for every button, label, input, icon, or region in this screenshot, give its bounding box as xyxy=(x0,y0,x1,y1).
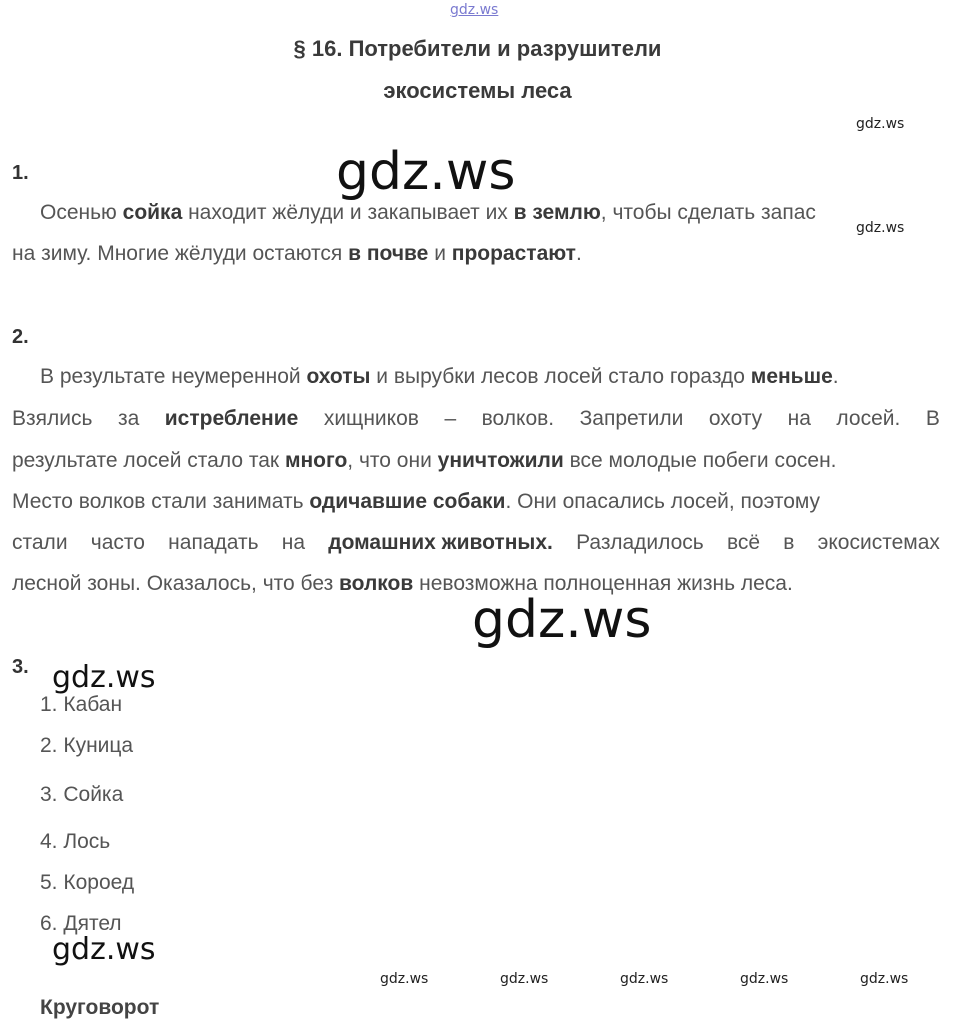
text: , чтобы сделать запас xyxy=(600,201,816,224)
word: хищников xyxy=(323,407,419,430)
text: результате лосей стало так xyxy=(12,449,285,472)
keyword: меньше xyxy=(750,365,833,388)
watermark-bottom: gdz.ws xyxy=(860,971,909,987)
task-1-line-2 xyxy=(12,233,582,275)
keyword: много xyxy=(284,449,348,472)
text: все молодые побеги сосен. xyxy=(563,449,837,472)
watermark-bottom: gdz.ws xyxy=(620,971,669,987)
keyword: в почве xyxy=(348,242,429,265)
word: Взялись xyxy=(12,407,93,430)
text: и xyxy=(428,242,452,265)
page-subtitle: экосистемы леса xyxy=(383,78,572,103)
text: лесной зоны. Оказалось, что без xyxy=(12,572,340,595)
list-item: 4. Лось xyxy=(40,830,111,853)
list-item: 6. Дятел xyxy=(40,912,122,935)
task-2-number: 2. xyxy=(12,326,29,348)
watermark-right-1: gdz.ws xyxy=(856,116,905,132)
word: нападать xyxy=(168,531,259,554)
word: на xyxy=(787,407,811,430)
keyword: сойка xyxy=(122,201,183,224)
watermark-right-2: gdz.ws xyxy=(856,220,905,236)
task-1-number: 1. xyxy=(12,162,29,184)
text: Осенью xyxy=(40,201,123,224)
watermark-bottom: gdz.ws xyxy=(740,971,789,987)
list-item: 2. Куница xyxy=(40,734,134,757)
word: В xyxy=(925,407,940,430)
word: Запретили xyxy=(579,407,684,430)
list-item: 1. Кабан xyxy=(40,693,123,716)
word: Разладилось xyxy=(576,531,704,554)
word: – xyxy=(444,407,457,430)
keyword: в землю xyxy=(513,201,601,224)
word: часто xyxy=(90,531,145,554)
text: находит жёлуди и закапывает их xyxy=(182,201,514,224)
section-subheading: Круговорот xyxy=(40,996,160,1019)
keyword: прорастают xyxy=(451,242,576,265)
word: волков. xyxy=(481,407,555,430)
word: за xyxy=(117,407,140,430)
text: В результате неумеренной xyxy=(40,365,307,388)
watermark-big-2: gdz.ws xyxy=(472,590,652,650)
text: . xyxy=(832,365,839,388)
keyword: домашних животных. xyxy=(328,531,553,554)
word: экосистемах xyxy=(817,531,940,554)
text: . Они опасались лосей, поэтому xyxy=(505,490,821,513)
watermark-mid-2: gdz.ws xyxy=(52,932,156,967)
watermark-mid-1: gdz.ws xyxy=(52,660,156,695)
list-item: 5. Короед xyxy=(40,871,135,894)
text: невозможна полноценная жизнь леса. xyxy=(413,572,793,595)
keyword: охоты xyxy=(306,365,371,388)
watermark-big-1: gdz.ws xyxy=(336,142,516,202)
keyword: уничтожили xyxy=(437,449,564,472)
task-3-number: 3. xyxy=(12,656,29,678)
task-2-line-2 xyxy=(12,398,940,440)
task-2-line-5 xyxy=(12,522,940,564)
watermark-bottom: gdz.ws xyxy=(500,971,549,987)
keyword: истребление xyxy=(164,407,299,430)
keyword: волков xyxy=(339,572,414,595)
watermark-bottom: gdz.ws xyxy=(380,971,429,987)
task-2-line-4 xyxy=(12,481,820,523)
text: и вырубки лесов лосей стало гораздо xyxy=(370,365,751,388)
page-title: § 16. Потребители и разрушители xyxy=(293,36,662,61)
text: Место волков стали занимать xyxy=(12,490,310,513)
list-item: 3. Сойка xyxy=(40,783,124,806)
task-1-line-1 xyxy=(40,192,816,234)
word: всё xyxy=(726,531,761,554)
word: лосей. xyxy=(836,407,901,430)
watermark-top: gdz.ws xyxy=(450,2,499,18)
task-2-line-6 xyxy=(12,563,793,605)
text: на зиму. Многие жёлуди остаются xyxy=(12,242,349,265)
keyword: одичавшие собаки xyxy=(309,490,506,513)
word: в xyxy=(783,531,795,554)
text: , что они xyxy=(347,449,438,472)
word: на xyxy=(281,531,306,554)
word: охоту xyxy=(708,407,763,430)
task-2-line-3 xyxy=(12,440,837,482)
task-2-line-1 xyxy=(40,356,839,398)
text: . xyxy=(575,242,582,265)
word: стали xyxy=(12,531,68,554)
